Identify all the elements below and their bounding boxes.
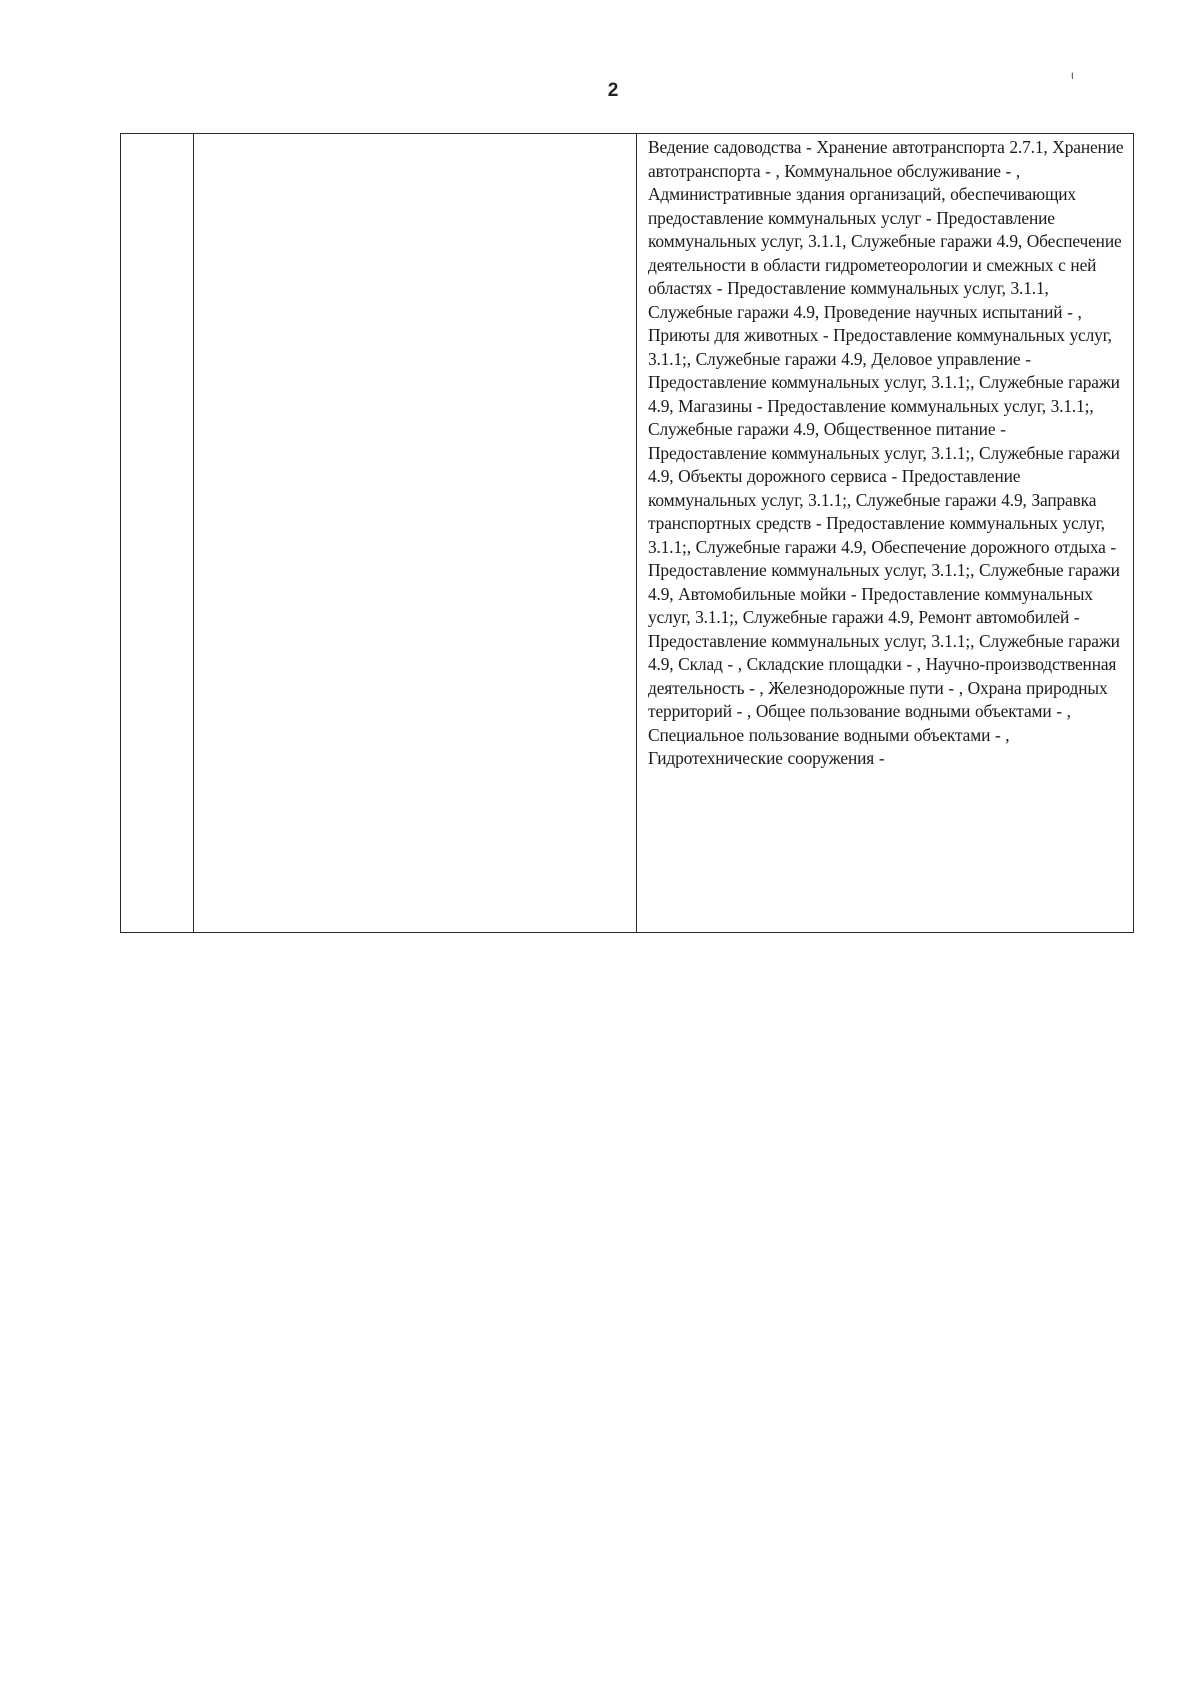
page-number: 2 (607, 80, 619, 101)
document-table (120, 133, 1134, 933)
permitted-uses-text: Ведение садоводства - Хранение автотранспорта 2.7.1, Хранение автотранспорта - , Коммунальное обслуживание - , Административные здания организаций, обеспечивающих предоставление коммунальных услуг - Предоставление коммунальных услуг, 3.1.1, Служебные гаражи 4.9, Обеспечение деятельности в области гидрометеорологии и смежных с ней областях - Предоставление коммунальных услуг, 3.1.1, Служебные гаражи 4.9, Проведение научных испытаний - , Приюты для животных - Предоставление коммунальных услуг, 3.1.1;, Служебные гаражи 4.9, Деловое управление - Предоставление коммунальных услуг, 3.1.1;, Служебные гаражи 4.9, Магазины - Предоставление коммунальных услуг, 3.1.1;, Служебные гаражи 4.9, Общественное питание - Предоставление коммунальных услуг, 3.1.1;, Служебные гаражи 4.9, Объекты дорожного сервиса - Предоставление коммунальных услуг, 3.1.1;, Служебные гаражи 4.9, Заправка транспортных средств - Предоставление коммунальных услуг, 3.1.1;, Служебные гаражи 4.9, Обеспечение дорожного отдыха - Предоставление коммунальных услуг, 3.1.1;, Служебные гаражи 4.9, Автомобильные мойки - Предоставление коммунальных услуг, 3.1.1;, Служебные гаражи 4.9, Ремонт автомобилей - Предоставление коммунальных услуг, 3.1.1;, Служебные гаражи 4.9, Склад - , Складские площадки - , Научно-производственная деятельность - , Железнодорожные пути - , Охрана природных территорий - , Общее пользование водными объектами - , Специальное пользование водными объектами - , Гидротехнические сооружения - (648, 137, 1124, 768)
table-cell-name (194, 134, 637, 933)
corner-mark: ι (1071, 68, 1074, 82)
table-cell-number (121, 134, 194, 933)
table-row (121, 134, 1134, 933)
table-cell-uses (637, 134, 1134, 933)
